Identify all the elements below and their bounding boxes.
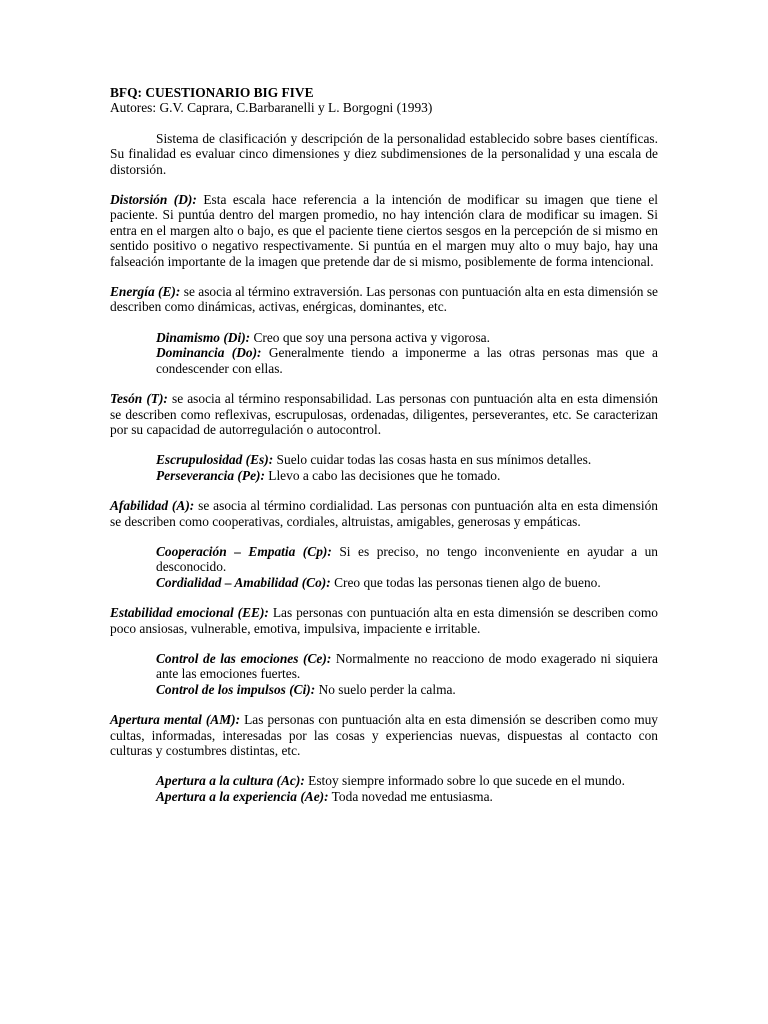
subdimension-item: [156, 773, 658, 788]
subdimension-text: Si es preciso, no tengo inconveniente en ayudar a un desconocido.: [156, 543, 658, 575]
subdimension-item: [156, 452, 658, 467]
section-text: se asocia al término responsabilidad. Las personas con puntuación alta en esta dimensión se describen como reflexivas, escrupulosas, ordenadas, diligentes, perseverantes, etc. Se caracterizan por su capacidad de autorregulación o autocontrol.: [110, 391, 659, 437]
subdimension-text: Llevo a cabo las decisiones que he tomado.: [264, 467, 501, 483]
subdimensions-apertura: [156, 773, 658, 804]
subdimension-item: [156, 544, 658, 575]
subdimension-text: No suelo perder la calma.: [315, 681, 456, 697]
subdimension-text: Creo que soy una persona activa y vigorosa.: [250, 329, 490, 345]
section-apertura: [110, 712, 658, 758]
document-page: [110, 85, 658, 819]
section-text: Las personas con puntuación alta en esta dimensión se describen como muy cultas, informadas, interesadas por las cosas y experiencias nuevas, dispuestas al contacto con culturas y costumbres distintas, etc.: [110, 712, 658, 758]
subdimension-item: [156, 789, 658, 804]
section-term: Energía (E):: [110, 284, 181, 300]
section-energia: [110, 284, 658, 315]
section-term: Apertura mental (AM):: [110, 712, 241, 728]
section-term: Distorsión (D):: [110, 192, 197, 208]
subdimension-text: Toda novedad me entusiasma.: [328, 788, 493, 804]
subdimension-term: Apertura a la cultura (Ac):: [156, 773, 305, 789]
section-distorsion: [110, 192, 658, 269]
subdimension-text: Normalmente no reacciono de modo exagerado ni siquiera ante las emociones fuertes.: [156, 650, 658, 682]
subdimension-term: Apertura a la experiencia (Ae):: [156, 788, 329, 804]
subdimension-item: [156, 651, 658, 682]
subdimension-term: Perseverancia (Pe):: [156, 467, 265, 483]
subdimension-text: Estoy siempre informado sobre lo que sucede en el mundo.: [304, 773, 625, 789]
section-term: Afabilidad (A):: [110, 498, 195, 514]
subdimensions-estabilidad: [156, 651, 658, 697]
subdimension-item: [156, 330, 658, 345]
subdimension-term: Control de las emociones (Ce):: [156, 650, 332, 666]
document-title: BFQ: CUESTIONARIO BIG FIVE: [110, 85, 314, 100]
subdimension-term: Dinamismo (Di):: [156, 329, 251, 345]
document-authors: Autores: G.V. Caprara, C.Barbaranelli y L. Borgogni (1993): [110, 100, 433, 116]
section-term: Tesón (T):: [110, 391, 168, 407]
subdimension-text: Suelo cuidar todas las cosas hasta en sus mínimos detalles.: [273, 452, 592, 468]
subdimension-item: [156, 575, 658, 590]
subdimension-item: [156, 682, 658, 697]
section-text: se asocia al término extraversión. Las personas con puntuación alta en esta dimensión se describen como dinámicas, activas, enérgicas, dominantes, etc.: [110, 284, 658, 315]
subdimension-text: Creo que todas las personas tienen algo de bueno.: [330, 574, 601, 590]
subdimension-item: [156, 345, 658, 376]
subdimensions-afabilidad: [156, 544, 658, 590]
subdimension-text: Generalmente tiendo a imponerme a las otras personas mas que a condescender con ellas.: [156, 345, 658, 376]
subdimension-term: Cordialidad – Amabilidad (Co):: [156, 574, 331, 590]
subdimensions-teson: [156, 452, 658, 483]
section-term: Estabilidad emocional (EE):: [110, 605, 269, 621]
subdimension-term: Control de los impulsos (Ci):: [156, 681, 316, 697]
subdimension-term: Cooperación – Empatia (Cp):: [156, 543, 332, 559]
section-text: Esta escala hace referencia a la intención de modificar su imagen que tiene el paciente. Si puntúa dentro del margen promedio, no hay intención clara de modificar su imagen. Si entra en el margen alto o bajo, es que el paciente tiene ciertos sesgos en la percepción de si mismo en sentido positivo o negativo respectivamente. Si puntúa en el margen muy alto o muy bajo, hay una falseación importante de la imagen que pretende dar de si mismo, posiblemente de forma intencional.: [110, 192, 658, 269]
section-afabilidad: [110, 498, 658, 529]
section-text: se asocia al término cordialidad. Las personas con puntuación alta en esta dimensión se describen como cooperativas, cordiales, altruistas, amigables, generosas y empáticas.: [110, 498, 658, 529]
intro-paragraph: Sistema de clasificación y descripción de la personalidad establecido sobre bases científicas. Su finalidad es evaluar cinco dimensiones y diez subdimensiones de la personalidad y una escala de distorsión.: [110, 130, 658, 177]
subdimension-term: Dominancia (Do):: [156, 345, 262, 361]
section-estabilidad: [110, 605, 658, 636]
subdimensions-energia: [156, 330, 658, 376]
section-text: Las personas con puntuación alta en esta dimensión se describen como poco ansiosas, vulnerable, emotiva, impulsiva, impaciente e irritable.: [110, 605, 658, 636]
section-teson: [110, 391, 658, 437]
subdimension-item: [156, 468, 658, 483]
subdimension-term: Escrupulosidad (Es):: [156, 452, 274, 468]
